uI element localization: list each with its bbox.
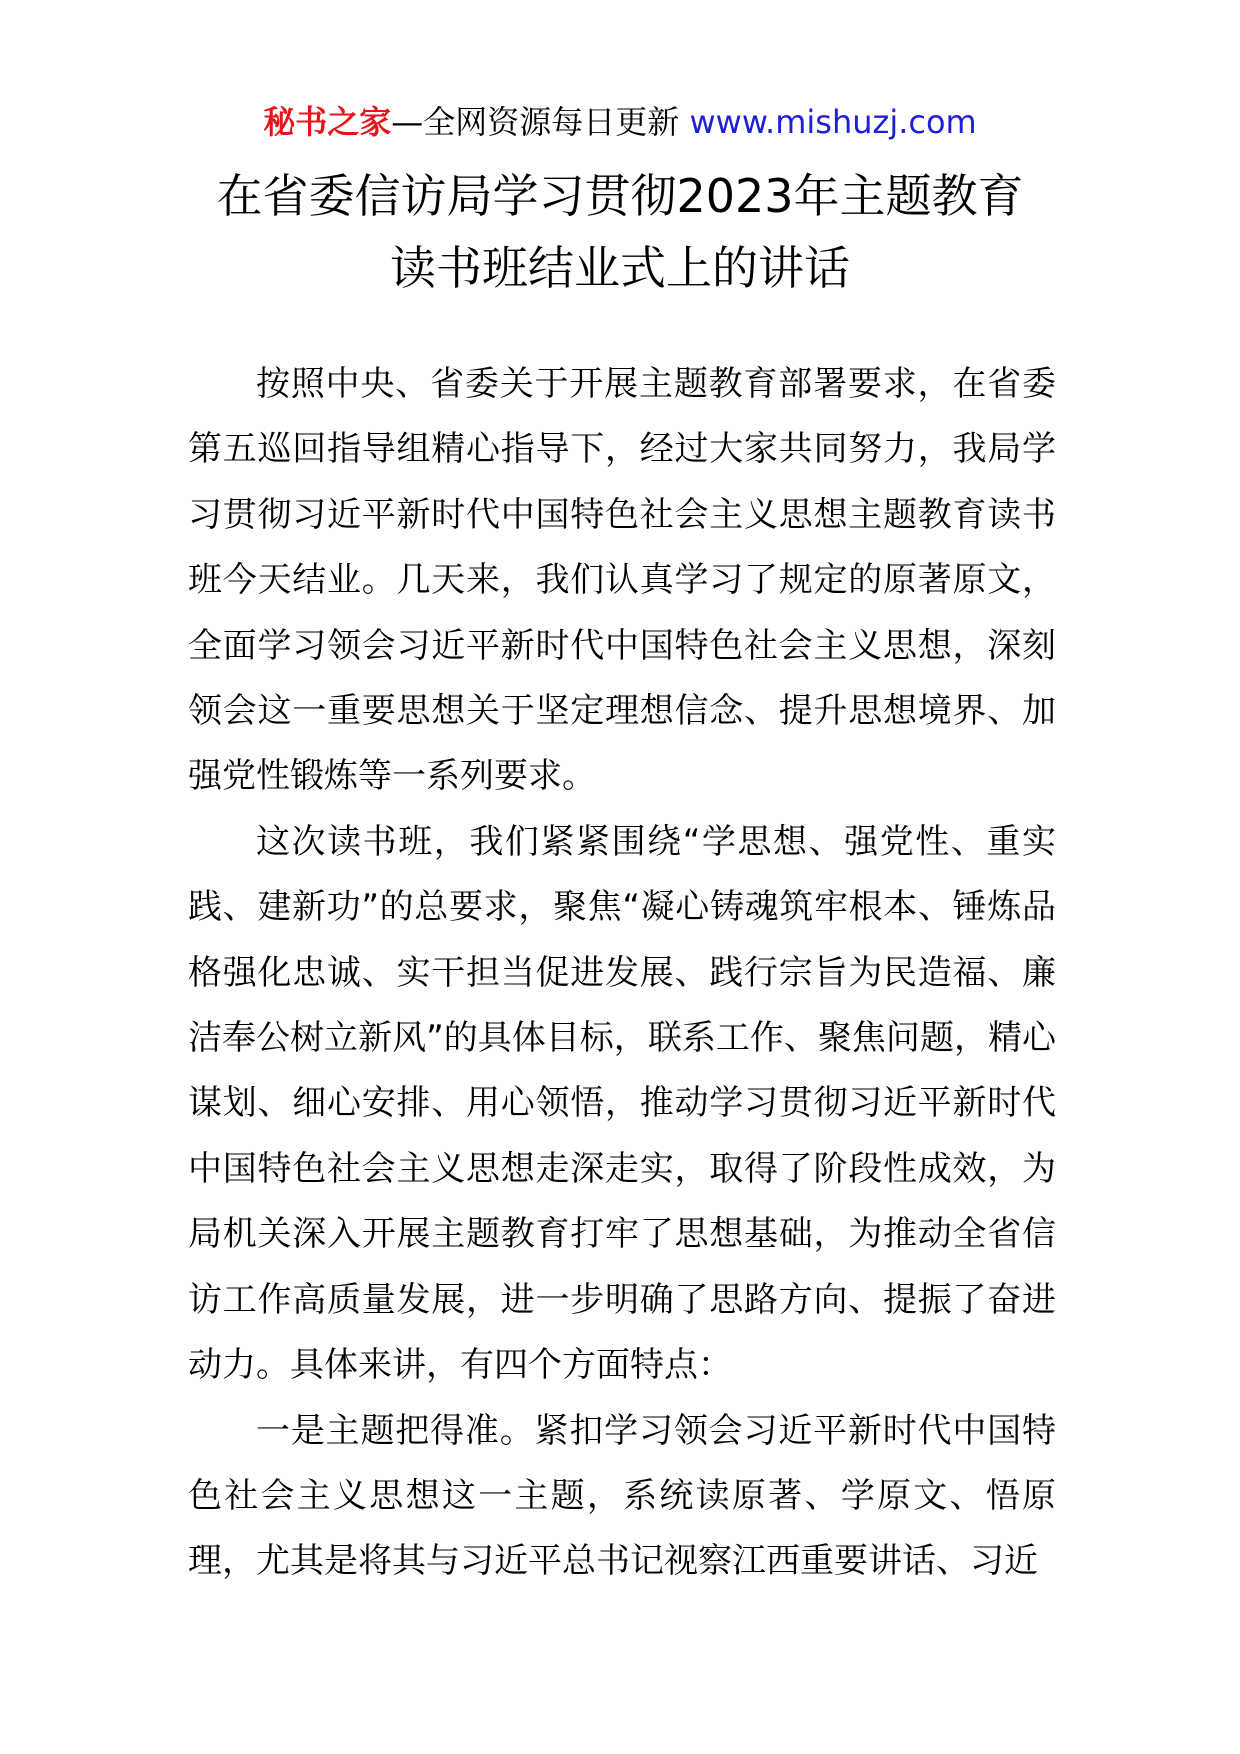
banner-tagline: —全网资源每日更新 <box>391 103 690 141</box>
title-line-2: 读书班结业式上的讲话 <box>390 241 850 295</box>
document-title <box>0 160 1240 304</box>
brand-name: 秘书之家 <box>263 103 392 141</box>
title-line-1: 在省委信访局学习贯彻2023年主题教育 <box>216 169 1024 223</box>
header-banner <box>0 100 1240 144</box>
paragraph-summary: 这次读书班，我们紧紧围绕“学思想、强党性、重实践、建新功”的总要求，聚焦“凝心铸魂筑牢根本、锤炼品格强化忠诚、实干担当促进发展、践行宗旨为民造福、廉洁奉公树立新风”的具体目标，联系工作、聚焦问题，精心谋划、细心安排、用心领悟，推动学习贯彻习近平新时代中国特色社会主义思想走深走实，取得了阶段性成效，为局机关深入开展主题教育打牢了思想基础，为推动全省信访工作高质量发展，进一步明确了思路方向、提振了奋进动力。具体来讲，有四个方面特点： <box>188 821 1056 1386</box>
document-body <box>188 352 1056 1595</box>
paragraph-point-one: 一是主题把得准。紧扣学习领会习近平新时代中国特色社会主义思想这一主题，系统读原著、学原文、悟原理，尤其是将其与习近平总书记视察江西重要讲话、习近 <box>188 1410 1056 1582</box>
paragraph-intro: 按照中央、省委关于开展主题教育部署要求，在省委第五巡回指导组精心指导下，经过大家共同努力，我局学习贯彻习近平新时代中国特色社会主义思想主题教育读书班今天结业。几天来，我们认真学习了规定的原著原文，全面学习领会习近平新时代中国特色社会主义思想，深刻领会这一重要思想关于坚定理想信念、提升思想境界、加强党性锻炼等一系列要求。 <box>188 364 1056 797</box>
website-link[interactable]: www.mishuzj.com <box>689 103 977 141</box>
